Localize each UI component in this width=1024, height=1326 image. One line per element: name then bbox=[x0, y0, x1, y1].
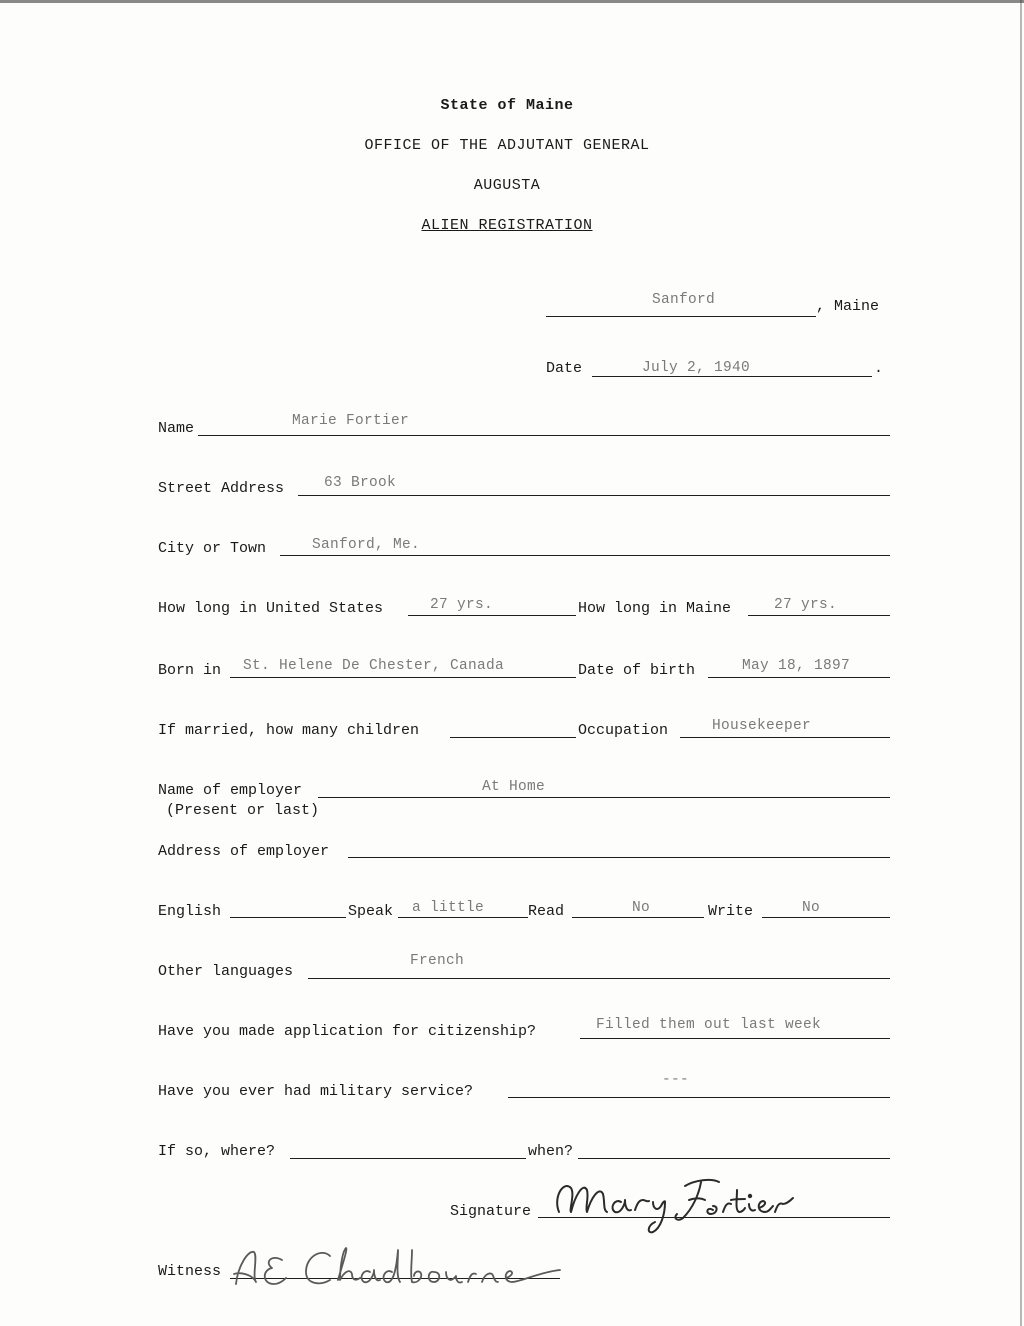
english-label: English bbox=[158, 903, 222, 920]
date-of-birth-label: Date of birth bbox=[578, 662, 696, 679]
how-long-maine-label: How long in Maine bbox=[578, 600, 732, 617]
witness-label: Witness bbox=[158, 1263, 222, 1280]
english-line bbox=[230, 917, 346, 918]
name-value: Marie Fortier bbox=[292, 413, 410, 429]
street-line bbox=[298, 495, 890, 496]
occupation-line bbox=[680, 737, 890, 738]
employer-address-line bbox=[348, 857, 890, 858]
where-label: If so, where? bbox=[158, 1143, 276, 1160]
scan-edge-top bbox=[0, 0, 1024, 3]
speak-value: a little bbox=[412, 900, 485, 916]
office-heading: OFFICE OF THE ADJUTANT GENERAL bbox=[364, 137, 650, 154]
date-of-birth-line bbox=[708, 677, 890, 678]
occupation-value: Housekeeper bbox=[712, 718, 812, 734]
date-end: . bbox=[874, 360, 884, 377]
how-long-us-label: How long in United States bbox=[158, 600, 384, 617]
date-value: July 2, 1940 bbox=[642, 360, 751, 376]
where-line bbox=[290, 1158, 526, 1159]
place-town-value: Sanford bbox=[652, 292, 716, 308]
signature-label: Signature bbox=[450, 1203, 532, 1220]
other-languages-value: French bbox=[410, 953, 465, 969]
military-line bbox=[508, 1097, 890, 1098]
speak-label: Speak bbox=[348, 903, 394, 920]
employer-sublabel: (Present or last) bbox=[166, 802, 320, 819]
city-value: Sanford, Me. bbox=[312, 537, 421, 553]
scan-edge-right bbox=[1020, 0, 1022, 1326]
when-line bbox=[578, 1158, 890, 1159]
citizenship-value: Filled them out last week bbox=[596, 1017, 822, 1033]
state-heading: State of Maine bbox=[440, 97, 574, 114]
employer-line bbox=[318, 797, 890, 798]
born-in-label: Born in bbox=[158, 662, 222, 679]
signature-handwriting bbox=[545, 1168, 825, 1238]
read-label: Read bbox=[528, 903, 565, 920]
military-value: --- bbox=[662, 1072, 690, 1088]
city-label: City or Town bbox=[158, 540, 267, 557]
born-in-line bbox=[230, 677, 576, 678]
name-line bbox=[198, 435, 890, 436]
date-label: Date bbox=[546, 360, 583, 377]
when-label: when? bbox=[528, 1143, 574, 1160]
city-line bbox=[280, 555, 890, 556]
how-long-maine-value: 27 yrs. bbox=[774, 597, 838, 613]
other-languages-line bbox=[308, 978, 890, 979]
place-suffix: , Maine bbox=[816, 298, 880, 315]
write-value: No bbox=[802, 900, 821, 916]
how-long-maine-line bbox=[748, 615, 890, 616]
form-title bbox=[0, 217, 1014, 234]
write-label: Write bbox=[708, 903, 754, 920]
military-label: Have you ever had military service? bbox=[158, 1083, 474, 1100]
read-line bbox=[572, 917, 704, 918]
read-value: No bbox=[632, 900, 651, 916]
form-title-text: ALIEN REGISTRATION bbox=[421, 217, 593, 234]
other-languages-label: Other languages bbox=[158, 963, 294, 980]
employer-address-label: Address of employer bbox=[158, 843, 330, 860]
citizenship-line bbox=[580, 1038, 890, 1039]
witness-handwriting bbox=[230, 1236, 570, 1296]
name-label: Name bbox=[158, 420, 195, 437]
children-line bbox=[450, 737, 576, 738]
employer-value: At Home bbox=[482, 779, 546, 795]
street-value: 63 Brook bbox=[324, 475, 397, 491]
date-line bbox=[592, 376, 872, 377]
city-heading: AUGUSTA bbox=[473, 177, 541, 194]
employer-label: Name of employer bbox=[158, 782, 303, 799]
speak-line bbox=[398, 917, 528, 918]
children-label: If married, how many children bbox=[158, 722, 420, 739]
how-long-us-line bbox=[408, 615, 576, 616]
date-of-birth-value: May 18, 1897 bbox=[742, 658, 851, 674]
occupation-label: Occupation bbox=[578, 722, 669, 739]
born-in-value: St. Helene De Chester, Canada bbox=[243, 658, 505, 674]
street-label: Street Address bbox=[158, 480, 285, 497]
citizenship-label: Have you made application for citizenship? bbox=[158, 1023, 537, 1040]
how-long-us-value: 27 yrs. bbox=[430, 597, 494, 613]
place-line bbox=[546, 316, 816, 317]
write-line bbox=[762, 917, 890, 918]
